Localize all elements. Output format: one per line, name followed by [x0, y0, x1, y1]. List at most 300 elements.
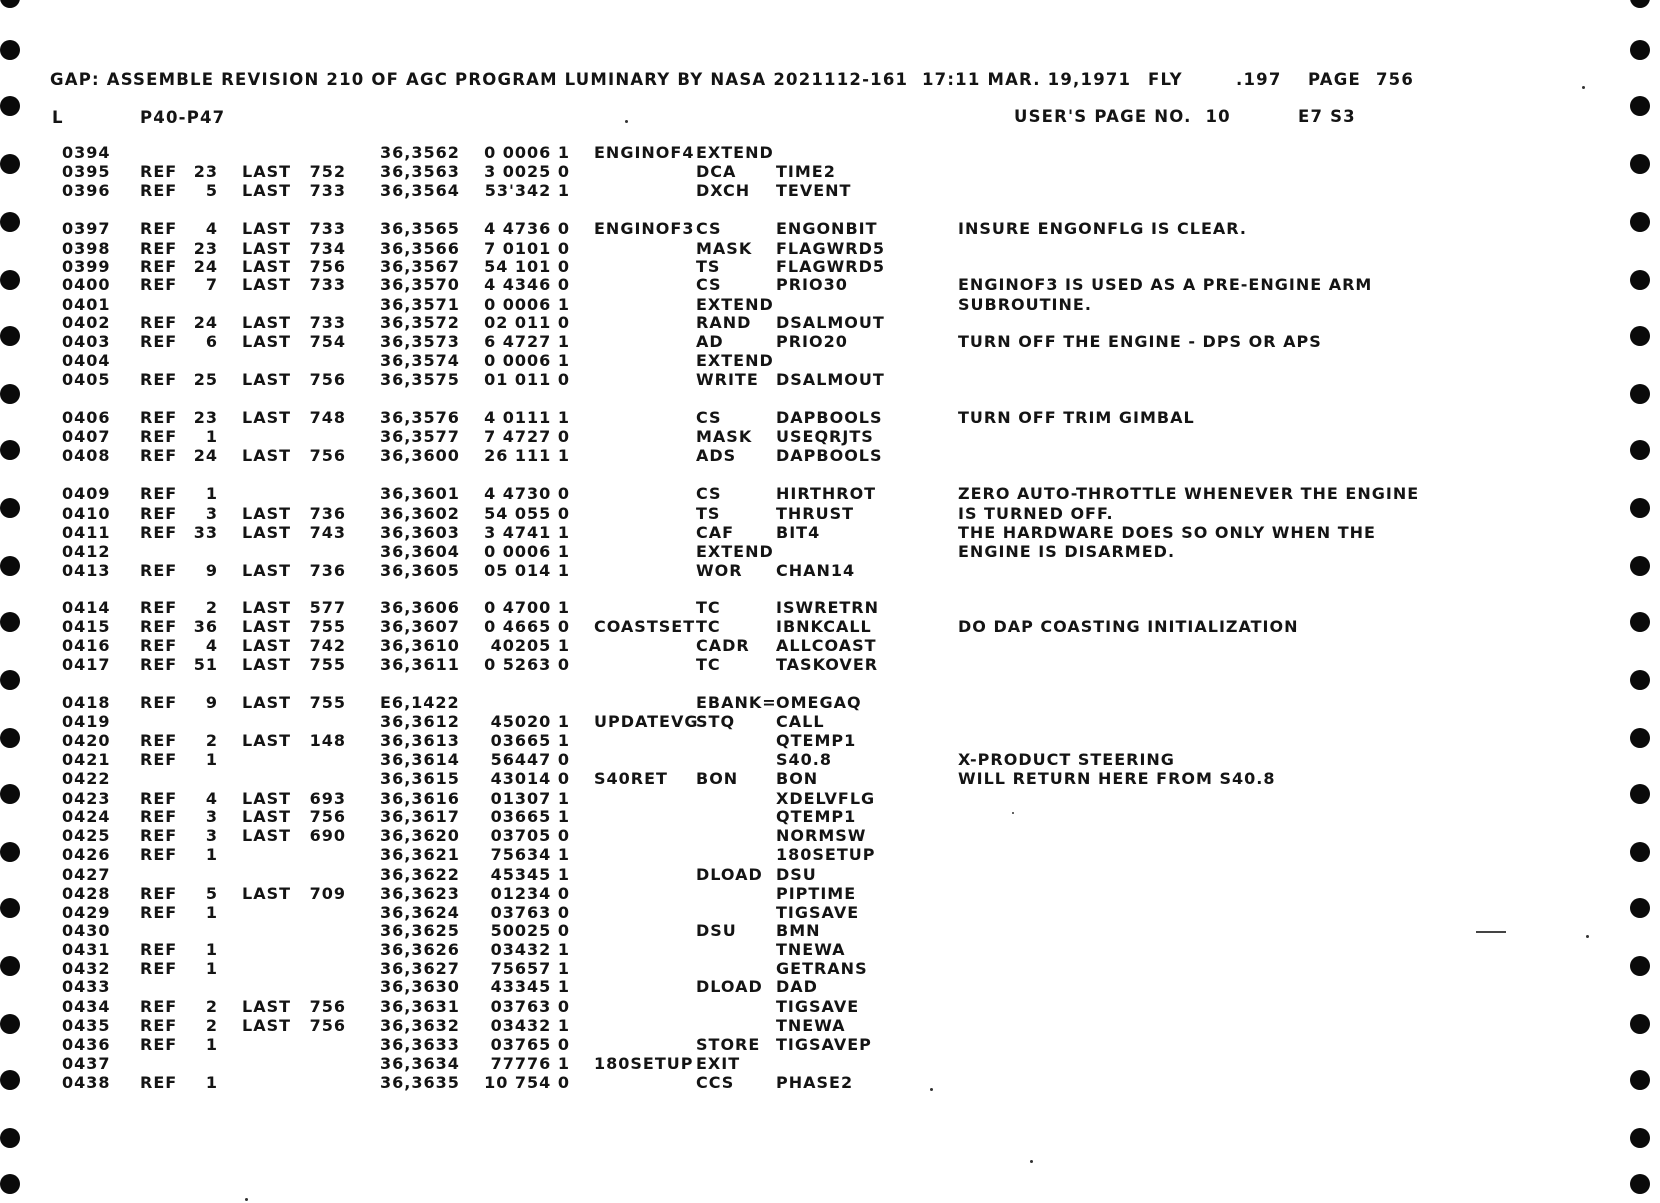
listing-code: .197	[1236, 70, 1282, 89]
row-op: WOR	[696, 561, 743, 580]
row-op: CS	[696, 408, 722, 427]
row-line: 0404	[62, 351, 111, 370]
row-comment: INSURE ENGONFLG IS CLEAR.	[958, 219, 1247, 238]
row-op: BON	[696, 769, 739, 788]
row-lastn: 736	[309, 504, 346, 523]
row-addr: E6,1422	[380, 693, 460, 712]
row-line: 0419	[62, 712, 111, 731]
row-line: 0414	[62, 598, 111, 617]
row-refn: 23	[193, 162, 218, 181]
row-operand: DAPBOOLS	[776, 446, 883, 465]
row-op: TC	[696, 617, 721, 636]
row-refn: 6	[205, 332, 218, 351]
row-ref: REF	[140, 826, 178, 845]
row-last: LAST	[242, 826, 292, 845]
punch-hole-icon	[0, 498, 20, 518]
row-addr: 36,3566	[380, 239, 460, 258]
row-line: 0428	[62, 884, 111, 903]
row-code: 77776 1	[490, 1054, 570, 1073]
row-code: 01307 1	[490, 789, 570, 808]
section-name: P40-P47	[140, 108, 226, 127]
row-ref: REF	[140, 446, 178, 465]
row-operand: TNEWA	[776, 1016, 846, 1035]
row-last: LAST	[242, 789, 292, 808]
row-addr: 36,3621	[380, 845, 460, 864]
header-tag: E7 S3	[1298, 107, 1356, 126]
row-operand: QTEMP1	[776, 731, 857, 750]
row-line: 0422	[62, 769, 111, 788]
row-last: LAST	[242, 807, 292, 826]
listing-mode: FLY	[1148, 70, 1183, 89]
punch-hole-icon	[0, 440, 20, 460]
row-ref: REF	[140, 181, 178, 200]
row-refn: 1	[205, 959, 218, 978]
row-line: 0416	[62, 636, 111, 655]
row-comment: IS TURNED OFF.	[958, 504, 1114, 523]
row-operand: PHASE2	[776, 1073, 854, 1092]
row-line: 0438	[62, 1073, 111, 1092]
row-refn: 9	[205, 693, 218, 712]
row-operand: IBNKCALL	[776, 617, 872, 636]
row-op: EXIT	[696, 1054, 741, 1073]
row-addr: 36,3601	[380, 484, 460, 503]
punch-hole-icon	[1630, 384, 1650, 404]
row-ref: REF	[140, 903, 178, 922]
row-line: 0401	[62, 295, 111, 314]
print-speck	[930, 1088, 933, 1091]
row-lastn: 742	[309, 636, 346, 655]
row-addr: 36,3603	[380, 523, 460, 542]
row-last: LAST	[242, 332, 292, 351]
row-addr: 36,3626	[380, 940, 460, 959]
row-line: 0396	[62, 181, 111, 200]
row-ref: REF	[140, 504, 178, 523]
row-op: DLOAD	[696, 977, 763, 996]
row-lastn: 733	[309, 313, 346, 332]
punch-hole-icon	[1630, 40, 1650, 60]
row-line: 0395	[62, 162, 111, 181]
row-addr: 36,3562	[380, 143, 460, 162]
row-addr: 36,3602	[380, 504, 460, 523]
row-code: 7 0101 0	[484, 239, 570, 258]
row-operand: ALLCOAST	[776, 636, 877, 655]
row-code: 75657 1	[490, 959, 570, 978]
row-code: 3 0025 0	[484, 162, 570, 181]
row-refn: 3	[205, 807, 218, 826]
row-last: LAST	[242, 655, 292, 674]
row-lastn: 756	[309, 807, 346, 826]
row-ref: REF	[140, 1035, 178, 1054]
row-code: 0 4665 0	[484, 617, 570, 636]
row-addr: 36,3563	[380, 162, 460, 181]
row-label: ENGINOF4	[594, 143, 695, 162]
row-operand: S40.8	[776, 750, 832, 769]
row-last: LAST	[242, 731, 292, 750]
row-operand: 180SETUP	[776, 845, 876, 864]
print-speck	[1582, 86, 1585, 89]
row-ref: REF	[140, 1073, 178, 1092]
row-last: LAST	[242, 408, 292, 427]
row-addr: 36,3604	[380, 542, 460, 561]
row-ref: REF	[140, 239, 178, 258]
row-refn: 1	[205, 845, 218, 864]
row-ref: REF	[140, 332, 178, 351]
row-code: 01 011 0	[484, 370, 570, 389]
row-operand: BMN	[776, 921, 821, 940]
row-code: 0 4700 1	[484, 598, 570, 617]
row-operand: TNEWA	[776, 940, 846, 959]
row-operand: PRIO30	[776, 275, 848, 294]
punch-hole-icon	[1630, 326, 1650, 346]
row-line: 0409	[62, 484, 111, 503]
row-lastn: 734	[309, 239, 346, 258]
row-op: MASK	[696, 427, 753, 446]
row-addr: 36,3570	[380, 275, 460, 294]
row-code: 54 101 0	[484, 257, 570, 276]
page-label: PAGE	[1308, 70, 1361, 89]
row-addr: 36,3625	[380, 921, 460, 940]
row-label: ENGINOF3	[594, 219, 695, 238]
row-addr: 36,3606	[380, 598, 460, 617]
punch-hole-icon	[0, 384, 20, 404]
row-addr: 36,3617	[380, 807, 460, 826]
row-line: 0429	[62, 903, 111, 922]
row-op: STQ	[696, 712, 736, 731]
row-operand: NORMSW	[776, 826, 867, 845]
row-line: 0424	[62, 807, 111, 826]
row-lastn: 756	[309, 446, 346, 465]
row-refn: 23	[193, 239, 218, 258]
punch-hole-icon	[1630, 956, 1650, 976]
row-op: STORE	[696, 1035, 761, 1054]
row-operand: XDELVFLG	[776, 789, 876, 808]
row-op: TC	[696, 598, 721, 617]
row-addr: 36,3610	[380, 636, 460, 655]
row-line: 0434	[62, 997, 111, 1016]
print-speck	[1012, 812, 1014, 814]
row-addr: 36,3624	[380, 903, 460, 922]
row-operand: TEVENT	[776, 181, 852, 200]
row-refn: 2	[205, 731, 218, 750]
row-last: LAST	[242, 313, 292, 332]
row-last: LAST	[242, 997, 292, 1016]
row-op: CAF	[696, 523, 735, 542]
row-addr: 36,3572	[380, 313, 460, 332]
row-op: DLOAD	[696, 865, 763, 884]
row-operand: DSALMOUT	[776, 313, 885, 332]
row-op: CS	[696, 275, 722, 294]
row-addr: 36,3635	[380, 1073, 460, 1092]
row-op: DCA	[696, 162, 737, 181]
row-ref: REF	[140, 940, 178, 959]
print-speck	[1586, 935, 1589, 938]
row-last: LAST	[242, 1016, 292, 1035]
punch-hole-icon	[1630, 0, 1650, 8]
punch-hole-icon	[1630, 784, 1650, 804]
row-ref: REF	[140, 617, 178, 636]
row-lastn: 756	[309, 997, 346, 1016]
row-addr: 36,3632	[380, 1016, 460, 1035]
row-code: 3 4741 1	[484, 523, 570, 542]
punch-hole-icon	[0, 956, 20, 976]
punch-hole-icon	[0, 612, 20, 632]
punch-hole-icon	[1630, 96, 1650, 116]
row-code: 6 4727 1	[484, 332, 570, 351]
row-last: LAST	[242, 219, 292, 238]
punch-hole-icon	[0, 0, 20, 8]
row-op: MASK	[696, 239, 753, 258]
row-operand: ISWRETRN	[776, 598, 879, 617]
row-operand: BIT4	[776, 523, 821, 542]
row-line: 0413	[62, 561, 111, 580]
row-line: 0398	[62, 239, 111, 258]
row-line: 0402	[62, 313, 111, 332]
row-line: 0410	[62, 504, 111, 523]
row-code: 54 055 0	[484, 504, 570, 523]
row-ref: REF	[140, 1016, 178, 1035]
punch-hole-icon	[1630, 1128, 1650, 1148]
row-lastn: 577	[309, 598, 346, 617]
row-lastn: 755	[309, 655, 346, 674]
row-addr: 36,3564	[380, 181, 460, 200]
row-line: 0423	[62, 789, 111, 808]
row-line: 0437	[62, 1054, 111, 1073]
print-dash	[1476, 931, 1506, 933]
punch-hole-icon	[0, 1128, 20, 1148]
row-comment: WILL RETURN HERE FROM S40.8	[958, 769, 1276, 788]
row-refn: 1	[205, 903, 218, 922]
row-ref: REF	[140, 219, 178, 238]
punch-hole-icon	[1630, 154, 1650, 174]
row-op: DSU	[696, 921, 737, 940]
row-code: 43345 1	[490, 977, 570, 996]
row-addr: 36,3623	[380, 884, 460, 903]
row-addr: 36,3565	[380, 219, 460, 238]
row-ref: REF	[140, 275, 178, 294]
row-refn: 25	[193, 370, 218, 389]
punch-hole-icon	[1630, 842, 1650, 862]
row-addr: 36,3634	[380, 1054, 460, 1073]
row-lastn: 736	[309, 561, 346, 580]
punch-hole-icon	[1630, 612, 1650, 632]
row-addr: 36,3616	[380, 789, 460, 808]
row-addr: 36,3611	[380, 655, 460, 674]
row-op: TC	[696, 655, 721, 674]
punch-hole-icon	[0, 96, 20, 116]
row-last: LAST	[242, 617, 292, 636]
row-operand: TIGSAVE	[776, 903, 860, 922]
row-op: TS	[696, 257, 721, 276]
row-comment: TURN OFF THE ENGINE - DPS OR APS	[958, 332, 1322, 351]
row-lastn: 754	[309, 332, 346, 351]
row-code: 43014 0	[490, 769, 570, 788]
row-operand: GETRANS	[776, 959, 868, 978]
row-label: 180SETUP	[594, 1054, 694, 1073]
row-operand: CHAN14	[776, 561, 856, 580]
row-lastn: 756	[309, 370, 346, 389]
row-refn: 4	[205, 219, 218, 238]
row-op: EXTEND	[696, 143, 774, 162]
row-last: LAST	[242, 239, 292, 258]
row-addr: 36,3576	[380, 408, 460, 427]
row-ref: REF	[140, 997, 178, 1016]
row-code: 4 4736 0	[484, 219, 570, 238]
row-line: 0408	[62, 446, 111, 465]
row-operand: QTEMP1	[776, 807, 857, 826]
row-addr: 36,3627	[380, 959, 460, 978]
row-code: 05 014 1	[484, 561, 570, 580]
row-last: LAST	[242, 257, 292, 276]
row-addr: 36,3620	[380, 826, 460, 845]
row-refn: 36	[193, 617, 218, 636]
row-code: 01234 0	[490, 884, 570, 903]
punch-hole-icon	[1630, 1070, 1650, 1090]
row-code: 0 0006 1	[484, 351, 570, 370]
row-line: 0436	[62, 1035, 111, 1054]
row-addr: 36,3613	[380, 731, 460, 750]
row-line: 0426	[62, 845, 111, 864]
row-comment: X-PRODUCT STEERING	[958, 750, 1175, 769]
row-lastn: 733	[309, 219, 346, 238]
row-code: 4 4730 0	[484, 484, 570, 503]
row-code: 4 0111 1	[484, 408, 570, 427]
row-ref: REF	[140, 313, 178, 332]
row-code: 53'342 1	[484, 181, 570, 200]
punch-hole-icon	[0, 270, 20, 290]
row-lastn: 752	[309, 162, 346, 181]
row-op: CS	[696, 219, 722, 238]
punch-hole-icon	[0, 212, 20, 232]
row-refn: 1	[205, 750, 218, 769]
row-operand: FLAGWRD5	[776, 239, 886, 258]
row-line: 0411	[62, 523, 111, 542]
row-lastn: 709	[309, 884, 346, 903]
row-addr: 36,3571	[380, 295, 460, 314]
row-operand: HIRTHROT	[776, 484, 877, 503]
row-ref: REF	[140, 370, 178, 389]
row-line: 0415	[62, 617, 111, 636]
row-line: 0432	[62, 959, 111, 978]
row-last: LAST	[242, 504, 292, 523]
row-operand: FLAGWRD5	[776, 257, 886, 276]
row-last: LAST	[242, 693, 292, 712]
punch-hole-icon	[1630, 440, 1650, 460]
page-number: 756	[1376, 70, 1415, 89]
row-ref: REF	[140, 807, 178, 826]
row-lastn: 693	[309, 789, 346, 808]
row-lastn: 148	[309, 731, 346, 750]
row-comment: TURN OFF TRIM GIMBAL	[958, 408, 1195, 427]
row-refn: 1	[205, 484, 218, 503]
row-refn: 23	[193, 408, 218, 427]
row-addr: 36,3607	[380, 617, 460, 636]
row-operand: TIGSAVE	[776, 997, 860, 1016]
row-lastn: 743	[309, 523, 346, 542]
listing-title: GAP: ASSEMBLE REVISION 210 OF AGC PROGRAM LUMINARY BY NASA 2021112-161	[50, 70, 909, 89]
row-addr: 36,3622	[380, 865, 460, 884]
row-code: 45020 1	[490, 712, 570, 731]
row-ref: REF	[140, 884, 178, 903]
punch-hole-icon	[0, 1070, 20, 1090]
row-code: 10 754 0	[484, 1073, 570, 1092]
punch-hole-icon	[0, 898, 20, 918]
row-line: 0397	[62, 219, 111, 238]
row-op: RAND	[696, 313, 752, 332]
row-lastn: 748	[309, 408, 346, 427]
row-label: COASTSET	[594, 617, 696, 636]
punch-hole-icon	[1630, 898, 1650, 918]
row-line: 0435	[62, 1016, 111, 1035]
row-op: AD	[696, 332, 724, 351]
row-ref: REF	[140, 845, 178, 864]
row-code: 45345 1	[490, 865, 570, 884]
row-operand: OMEGAQ	[776, 693, 862, 712]
row-ref: REF	[140, 598, 178, 617]
row-operand: TIME2	[776, 162, 836, 181]
punch-hole-icon	[0, 728, 20, 748]
listing-timestamp: 17:11 MAR. 19,1971	[922, 70, 1132, 89]
row-code: 40205 1	[490, 636, 570, 655]
row-line: 0405	[62, 370, 111, 389]
row-refn: 5	[205, 181, 218, 200]
row-operand: DAPBOOLS	[776, 408, 883, 427]
row-line: 0400	[62, 275, 111, 294]
row-ref: REF	[140, 408, 178, 427]
row-op: EXTEND	[696, 295, 774, 314]
row-code: 4 4346 0	[484, 275, 570, 294]
row-lastn: 755	[309, 693, 346, 712]
row-code: 0 0006 1	[484, 295, 570, 314]
row-code: 0 5263 0	[484, 655, 570, 674]
punch-hole-icon	[0, 670, 20, 690]
row-comment: THE HARDWARE DOES SO ONLY WHEN THE	[958, 523, 1376, 542]
row-line: 0418	[62, 693, 111, 712]
row-label: UPDATEVG	[594, 712, 699, 731]
row-ref: REF	[140, 731, 178, 750]
row-ref: REF	[140, 636, 178, 655]
print-speck	[625, 120, 628, 123]
row-last: LAST	[242, 275, 292, 294]
row-lastn: 755	[309, 617, 346, 636]
punch-hole-icon	[0, 154, 20, 174]
row-ref: REF	[140, 959, 178, 978]
row-refn: 1	[205, 427, 218, 446]
row-addr: 36,3567	[380, 257, 460, 276]
row-ref: REF	[140, 427, 178, 446]
row-addr: 36,3631	[380, 997, 460, 1016]
row-line: 0421	[62, 750, 111, 769]
row-refn: 2	[205, 598, 218, 617]
row-addr: 36,3600	[380, 446, 460, 465]
row-ref: REF	[140, 484, 178, 503]
row-op: EXTEND	[696, 542, 774, 561]
row-ref: REF	[140, 655, 178, 674]
punch-hole-icon	[1630, 556, 1650, 576]
row-op: ADS	[696, 446, 737, 465]
row-lastn: 690	[309, 826, 346, 845]
row-code: 0 0006 1	[484, 143, 570, 162]
row-refn: 3	[205, 826, 218, 845]
row-code: 03763 0	[490, 997, 570, 1016]
row-code: 03765 0	[490, 1035, 570, 1054]
row-last: LAST	[242, 561, 292, 580]
row-last: LAST	[242, 523, 292, 542]
row-refn: 2	[205, 997, 218, 1016]
row-refn: 1	[205, 1073, 218, 1092]
row-op: EXTEND	[696, 351, 774, 370]
punch-hole-icon	[0, 40, 20, 60]
row-operand: TASKOVER	[776, 655, 879, 674]
